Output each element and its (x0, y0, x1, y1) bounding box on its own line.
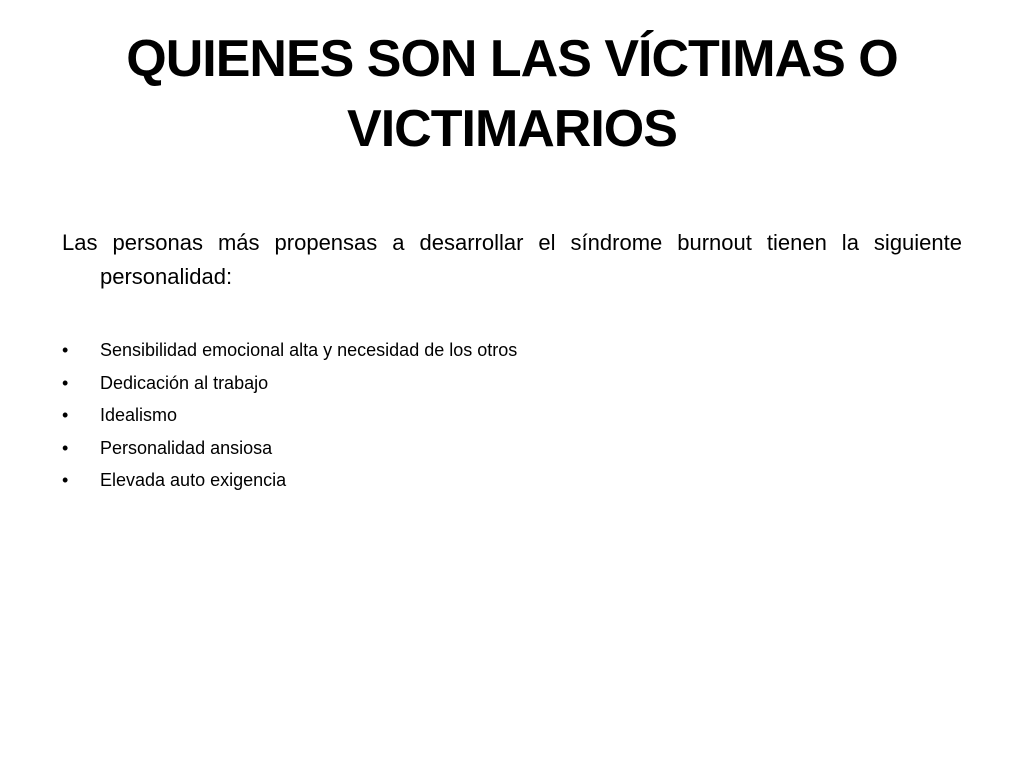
list-item (62, 464, 922, 497)
list-item (62, 432, 922, 465)
bullet-icon: • (62, 437, 69, 458)
list-item-text: Elevada auto exigencia (100, 470, 287, 490)
bullet-icon: • (62, 372, 69, 393)
slide-title: QUIENES SON LAS VÍCTIMAS O VICTIMARIOS (126, 30, 898, 158)
list-item-text: Personalidad ansiosa (100, 437, 273, 458)
list-item-text: Dedicación al trabajo (100, 372, 269, 393)
list-item (62, 367, 922, 400)
list-item (62, 334, 922, 367)
bullet-icon: • (62, 405, 69, 425)
intro-paragraph: Las personas más propensas a desarrollar el síndrome burnout tienen la siguiente personalidad: (62, 230, 962, 289)
bullet-icon: • (62, 470, 69, 490)
bullet-list (62, 334, 922, 497)
bullet-icon: • (62, 340, 69, 360)
list-item-text: Idealismo (100, 405, 178, 425)
list-item-text: Sensibilidad emocional alta y necesidad de los otros (100, 340, 518, 360)
list-item (62, 399, 922, 432)
